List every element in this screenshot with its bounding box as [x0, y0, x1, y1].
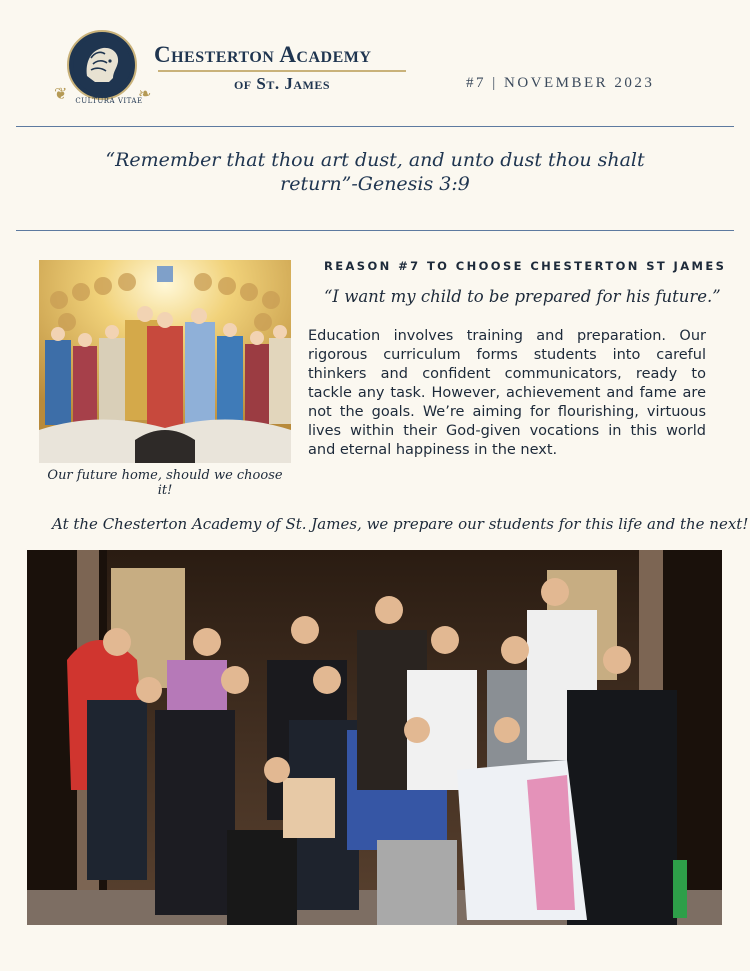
parent-quote: “I want my child to be prepared for his future.”: [324, 287, 721, 306]
painting-caption: Our future home, should we choose it!: [47, 468, 283, 498]
angels-painting-image: [39, 260, 291, 463]
students-group-photo-image: [27, 550, 722, 925]
school-seal-logo: [67, 30, 137, 100]
reason-body-text: Education involves training and preparation. Our rigorous curriculum forms students into careful thinkers and confident communicators, ready to tackle any task. However, achievement and fame are not the goals. We’re aiming for flourishing, virtuous lives within their God-given vocations in this world and eternal happiness in the next.: [308, 328, 706, 458]
school-name: Chesterton Academy: [154, 42, 372, 67]
laurel-right-icon: ❧: [138, 84, 152, 103]
academy-tagline: At the Chesterton Academy of St. James, we prepare our students for this life and the next!: [52, 515, 749, 533]
school-motto: CULTURA VITAE: [75, 97, 143, 105]
brand-divider: [158, 70, 406, 72]
scripture-verse: “Remember that thou art dust, and unto dust thou shalt return”-Genesis 3:9: [105, 149, 645, 195]
verse-divider: [16, 230, 734, 231]
lion-head-seal-icon: [69, 32, 135, 98]
reason-heading: REASON #7 TO CHOOSE CHESTERTON ST JAMES: [324, 259, 727, 273]
school-subtitle: of St. James: [233, 74, 331, 93]
header-divider: [16, 126, 734, 127]
issue-date: #7 | NOVEMBER 2023: [466, 75, 655, 91]
laurel-left-icon: ❦: [54, 84, 68, 103]
